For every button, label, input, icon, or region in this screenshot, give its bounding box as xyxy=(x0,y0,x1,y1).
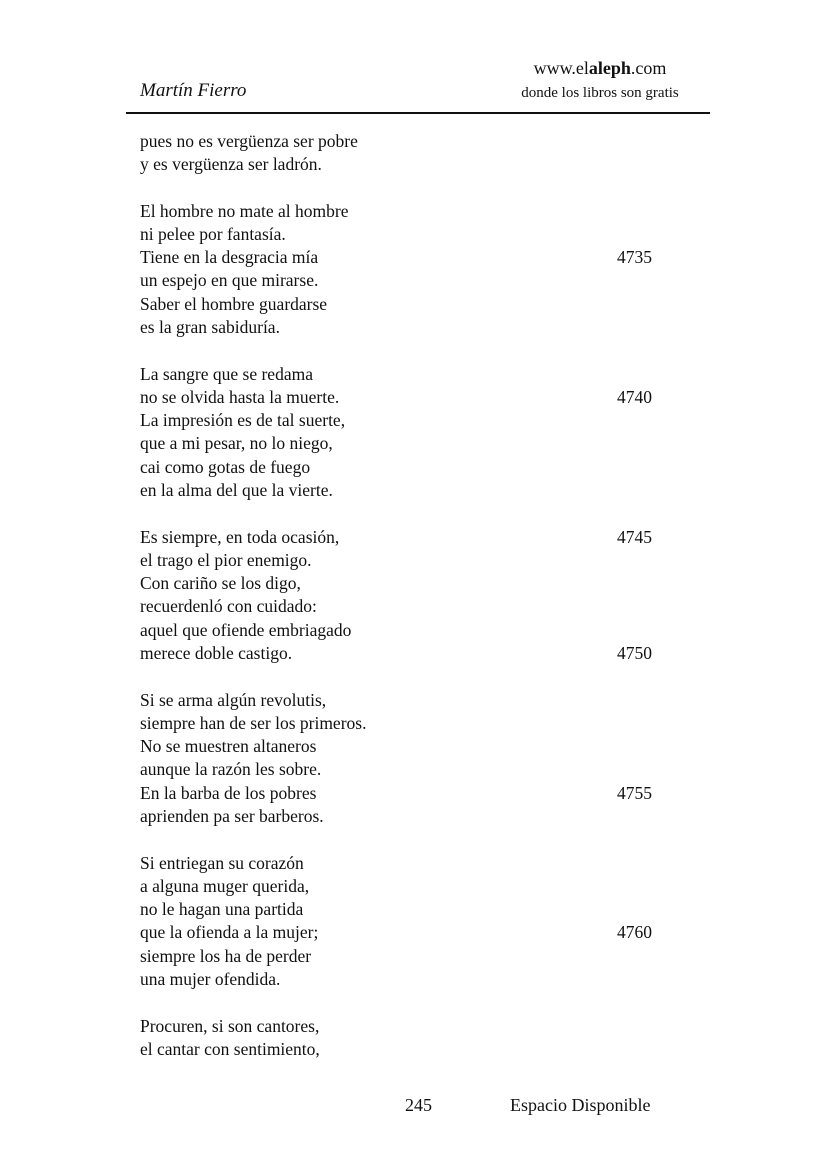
site-tagline: donde los libros son gratis xyxy=(521,85,679,101)
line-number: 4745 xyxy=(617,527,652,547)
verse-line: La sangre que se redama xyxy=(140,364,313,384)
verse-line: que a mi pesar, no lo niego, xyxy=(140,433,333,453)
verse-line: no se olvida hasta la muerte. xyxy=(140,387,340,407)
verse-line: es la gran sabiduría. xyxy=(140,317,280,337)
line-number: 4760 xyxy=(617,922,652,942)
verse-line: Procuren, si son cantores, xyxy=(140,1016,320,1036)
book-title: Martín Fierro xyxy=(140,80,247,101)
verse-line: a alguna muger querida, xyxy=(140,876,310,896)
verse-line: recuerdenló con cuidado: xyxy=(140,596,317,616)
verse-line: que la ofienda a la mujer; xyxy=(140,922,319,942)
line-number: 4750 xyxy=(617,643,652,663)
verse-line: cai como gotas de fuego xyxy=(140,457,311,477)
verse-line: el trago el pior enemigo. xyxy=(140,550,312,570)
verse-line: no le hagan una partida xyxy=(140,899,304,919)
verse-line: y es vergüenza ser ladrón. xyxy=(140,154,322,174)
line-number: 4740 xyxy=(617,387,652,407)
verse-line: Tiene en la desgracia mía xyxy=(140,247,319,267)
verse-line: en la alma del que la vierte. xyxy=(140,480,333,500)
header-divider xyxy=(126,112,710,114)
verse-line: un espejo en que mirarse. xyxy=(140,270,319,290)
verse-line: siempre han de ser los primeros. xyxy=(140,713,367,733)
verse-line: La impresión es de tal suerte, xyxy=(140,410,346,430)
verse-line: siempre los ha de perder xyxy=(140,946,312,966)
verse-line: aunque la razón les sobre. xyxy=(140,759,322,779)
verse-line: una mujer ofendida. xyxy=(140,969,281,989)
verse-line: el cantar con sentimiento, xyxy=(140,1039,320,1059)
verse-line: No se muestren altaneros xyxy=(140,736,317,756)
line-number: 4735 xyxy=(617,247,652,267)
verse-line: aprienden pa ser barberos. xyxy=(140,806,324,826)
verse-line: El hombre no mate al hombre xyxy=(140,201,349,221)
verse-line: pues no es vergüenza ser pobre xyxy=(140,131,358,151)
verse-line: merece doble castigo. xyxy=(140,643,293,663)
verse-line: Saber el hombre guardarse xyxy=(140,294,328,314)
site-suffix: .com xyxy=(630,58,667,78)
verse-line: Si entriegan su corazón xyxy=(140,853,304,873)
footer-note: Espacio Disponible xyxy=(510,1095,651,1115)
site-url[interactable] xyxy=(498,58,702,79)
site-prefix: www.el xyxy=(533,58,589,78)
verse-line: Si se arma algún revolutis, xyxy=(140,690,327,710)
verse-line: Con cariño se los digo, xyxy=(140,573,301,593)
verse-line: En la barba de los pobres xyxy=(140,783,317,803)
page-number: 245 xyxy=(405,1095,432,1115)
verse-line: ni pelee por fantasía. xyxy=(140,224,286,244)
site-brand: aleph xyxy=(588,58,631,78)
verse-line: aquel que ofiende embriagado xyxy=(140,620,352,640)
line-number: 4755 xyxy=(617,783,652,803)
verse-line: Es siempre, en toda ocasión, xyxy=(140,527,340,547)
